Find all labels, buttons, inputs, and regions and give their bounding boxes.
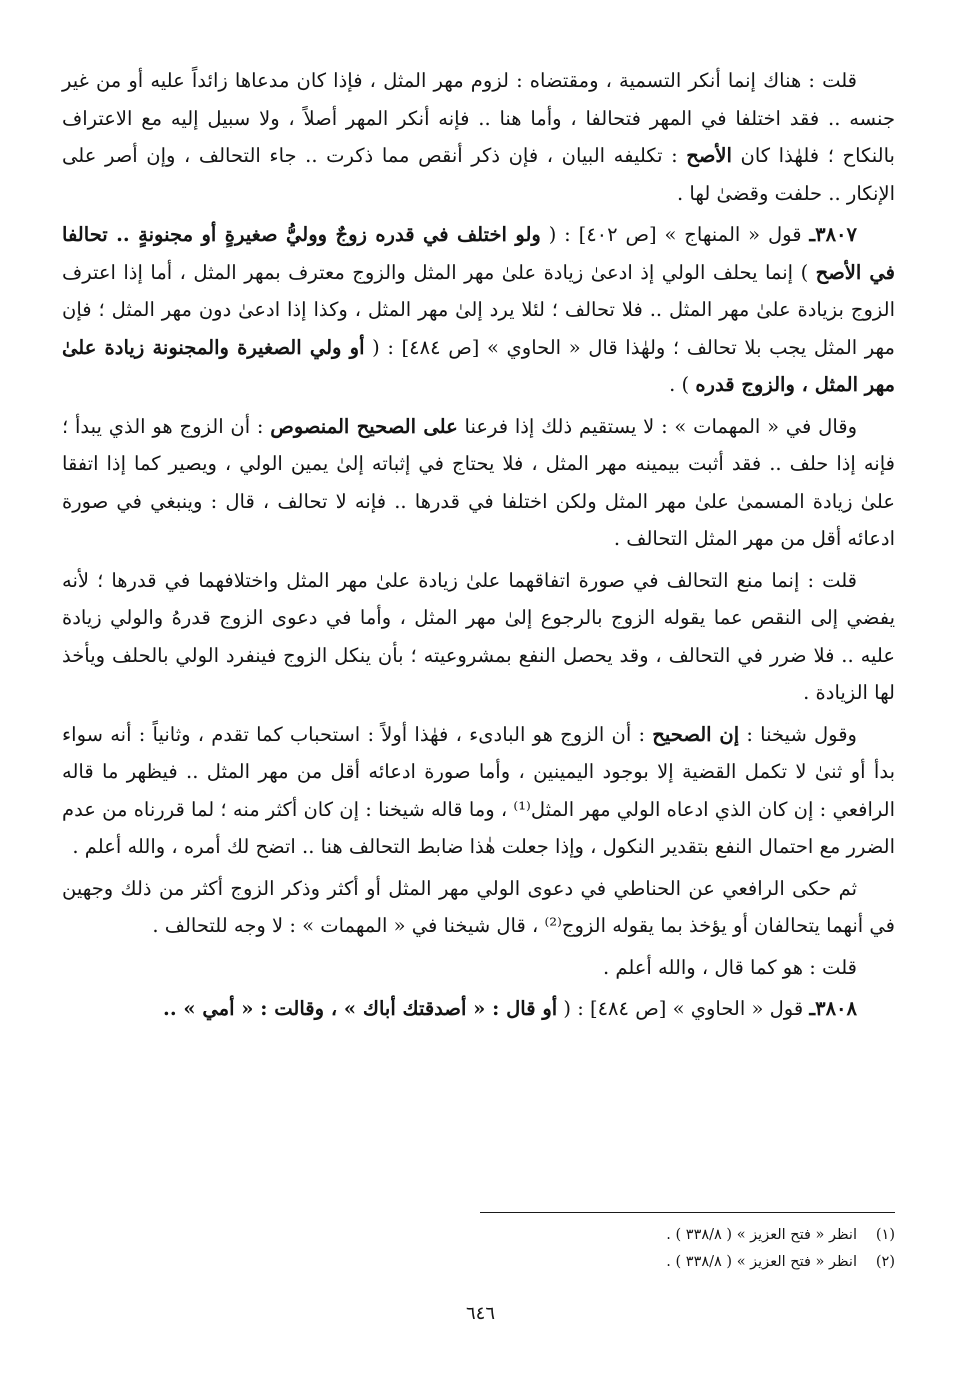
text-run: ) .: [669, 373, 696, 396]
text-run: وقول شيخنا :: [739, 722, 857, 746]
text-run: قلت : هو كما قال ، والله أعلم .: [602, 955, 857, 979]
footnote: [195, 1249, 895, 1276]
text-run: قلت : هناك إنما أنكر التسمية ، ومقتضاه : لزوم مهر المثل ، فإذا كان مدعاها زائداً عليه أو من غير جنسه .. فقد اختلفا في المهر فتحالفا ، وأما هنا .. فإنه أنكر المهر أصلاً ، ولا سبيل إليه مع الاعتراف بالنكاح ؛ فلهٰذا كان: [62, 69, 895, 167]
text-run: : أن الزوج هو الذي يبدأ ؛ فإنه إذا حلف .. فقد أثبت بيمينه مهر المثل ، فلا يحتاج في إثباته إلىٰ يمين الولي ، ويصير كما إذا اتفقا علىٰ زيادة المسمىٰ علىٰ مهر المثل ولكن اختلفا في قدرها .. فإنه لا تحالف ، قال : وينبغي في صورة ادعائه أقل من مهر المثل التحالف .: [62, 414, 895, 550]
footnote-text: انظر « فتح العزيز » ( ٣٣٨/٨ ) .: [666, 1227, 857, 1243]
text-run: قول « الحاوي » [ص ٤٨٤] : (: [557, 997, 810, 1020]
bold-text-run: ٣٨٠٨ـ: [809, 997, 857, 1020]
paragraph: [62, 408, 895, 558]
text-run: وقال في « المهمات » : لا يستقيم ذلك إذا فرعنا: [457, 414, 857, 438]
page-number: ٦٤٦: [465, 1303, 495, 1324]
footnote-number: (٢): [875, 1254, 895, 1270]
paragraph: [62, 216, 895, 404]
text-run: ثم حكى الرافعي عن الحناطي في دعوى الولي مهر المثل أو أكثر وذكر الزوج أكثر من ذلك وجهين في أنهما يتحالفان أو يؤخذ بما يقوله الزوج⁽²⁾ ، قال شيخنا في « المهمات » : لا وجه للتحالف .: [62, 876, 895, 937]
footnotes: [195, 1222, 895, 1276]
bold-text-run: أو ولي الصغيرة والمجنونة زيادة علىٰ مهر المثل ، والزوج قدره: [62, 335, 895, 396]
paragraph: [62, 716, 895, 866]
footnote: [195, 1222, 895, 1249]
bold-text-run: أو قال : « أصدقتك أباك » ، وقالت : « أمي » ..: [163, 997, 558, 1020]
bold-text-run: ولو اختلف في قدره زوجٌ ووليُّ صغيرةٍ أو مجنونةٍ .. تحالفا في الأصح: [62, 223, 895, 284]
text-run: : أن الزوج هو البادىء ، فهٰذا أولاً : استحباب كما تقدم ، وثانياً : أنه سواء بدأ أو ثنىٰ لا تكمل القضية إلا بوجود اليمينين ، وأما صورة ادعائه أقل من مهر المثل .. فيظهر ما قاله الرافعي : إن كان الذي ادعاه الولي مهر المثل⁽¹⁾ ، وما قاله شيخنا : إن كان أكثر منه ؛ لما قررناه من عدم الضرر مع احتمال النفع بتقدير النكول ، وإذا جعلت هٰذا ضابط التحالف هنا .. اتضح لك أمره ، والله أعلم .: [62, 722, 895, 858]
paragraph: [62, 949, 895, 987]
paragraph: [62, 870, 895, 945]
bold-text-run: ٣٨٠٧ـ: [809, 223, 857, 246]
paragraph: [62, 62, 895, 212]
paragraph: [62, 990, 895, 1028]
text-run: قلت : إنما منع التحالف في صورة اتفاقهما علىٰ زيادة علىٰ مهر المثل واختلافهما في قدرها ؛ لأنه يفضي إلى النقص عما يقوله الزوج بالرجوع إلىٰ مهر المثل ، وأما في دعوى الزوج قدرهُ والولي زيادة عليه .. فلا ضرر في التحالف ، وقد يحصل النفع بمشروعيته ؛ بأن ينكل الزوج فينفرد الولي بالحلف ويأخذ لها الزيادة .: [62, 568, 895, 704]
footnote-separator: [480, 1212, 895, 1213]
text-run: ) إنما يحلف الولي إذ ادعىٰ زيادة علىٰ مهر المثل والزوج معترف بمهر المثل ، أما إذا اعترف الزوج بزيادة علىٰ مهر المثل .. فلا تحالف ؛ لئلا يرد إلىٰ مهر المثل ، وكذا إذا ادعىٰ دون مهر المثل ؛ فإن مهر المثل يجب بلا تحالف ؛ ولهٰذا قال « الحاوي » [ص ٤٨٤] : (: [62, 260, 895, 359]
text-run: : تكليفه البيان ، فإن ذكر أنقص مما ذكرت .. جاء التحالف ، وإن أصر على الإنكار .. حلفت وقضىٰ لها .: [62, 144, 895, 205]
footnote-number: (١): [875, 1227, 895, 1243]
footnote-text: انظر « فتح العزيز » ( ٣٣٨/٨ ) .: [666, 1254, 857, 1270]
bold-text-run: على الصحيح المنصوص: [270, 414, 458, 438]
text-run: قول « المنهاج » [ص ٤٠٢] : (: [540, 223, 810, 246]
main-text: [62, 62, 895, 1032]
bold-text-run: إن الصحيح: [652, 722, 740, 746]
bold-text-run: الأصح: [686, 144, 732, 167]
paragraph: [62, 562, 895, 712]
